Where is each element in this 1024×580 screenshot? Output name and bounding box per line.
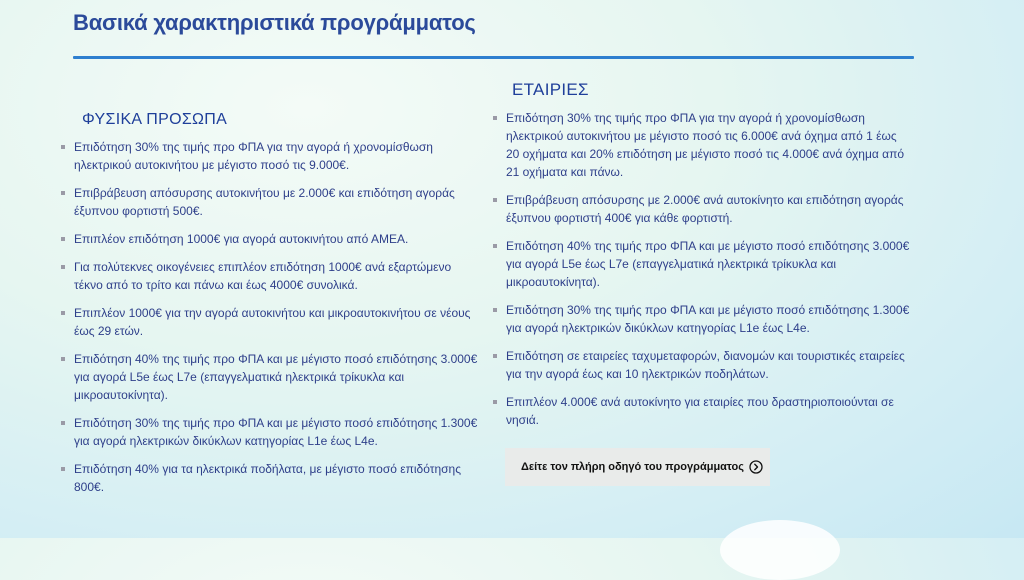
page-title: Βασικά χαρακτηριστικά προγράμματος	[73, 10, 476, 35]
title-divider	[73, 56, 914, 59]
list-item: Για πολύτεκνες οικογένειες επιπλέον επιδότηση 1000€ ανά εξαρτώμενο τέκνο από το τρίτο και πάνω και έως 4000€ συνολικά.	[61, 258, 481, 294]
program-guide-button[interactable]	[505, 448, 770, 486]
list-item: Επιδότηση 30% της τιμής προ ΦΠΑ και με μέγιστο ποσό επιδότησης 1.300€ για αγορά ηλεκτρικών δικύκλων κατηγορίας L1e έως L4e.	[61, 414, 481, 450]
list-item: Επιδότηση 30% της τιμής προ ΦΠΑ για την αγορά ή χρονομίσθωση ηλεκτρικού αυτοκινήτου με μέγιστο ποσό τις 9.000€.	[61, 138, 481, 174]
list-item: Επιδότηση 40% για τα ηλεκτρικά ποδήλατα, με μέγιστο ποσό επιδότησης 800€.	[61, 460, 481, 496]
list-item: Επιβράβευση απόσυρσης με 2.000€ ανά αυτοκίνητο και επιδότηση αγοράς έξυπνου φορτιστή 400€ για κάθε φορτιστή.	[493, 191, 913, 227]
list-item: Επιδότηση 40% της τιμής προ ΦΠΑ και με μέγιστο ποσό επιδότησης 3.000€ για αγορά L5e έως L7e (επαγγελματικά ηλεκτρικά τρίκυκλα και μικροαυτοκίνητα).	[493, 237, 913, 291]
list-item: Επιπλέον 1000€ για την αγορά αυτοκινήτου και μικροαυτοκινήτου σε νέους έως 29 ετών.	[61, 304, 481, 340]
individuals-heading: ΦΥΣΙΚΑ ΠΡΟΣΩΠΑ	[82, 111, 228, 128]
list-item: Επιδότηση 30% της τιμής προ ΦΠΑ και με μέγιστο ποσό επιδότησης 1.300€ για αγορά ηλεκτρικών δικύκλων κατηγορίας L1e έως L4e.	[493, 301, 913, 337]
list-item: Επιδότηση 30% της τιμής προ ΦΠΑ για την αγορά ή χρονομίσθωση ηλεκτρικού αυτοκινήτου με μέγιστο ποσό τις 6.000€ ανά όχημα από 1 έως 20 οχήματα και 20% επιδότηση με μέγιστο ποσό τις 4.000€ ανά όχημα από 21 οχήματα και πάνω.	[493, 109, 913, 181]
circle-chevron-right-icon	[749, 460, 763, 474]
program-guide-button-label: Δείτε τον πλήρη οδηγό του προγράμματος	[521, 461, 744, 473]
companies-list	[493, 109, 913, 439]
list-item: Επιβράβευση απόσυρσης αυτοκινήτου με 2.000€ και επιδότηση αγοράς έξυπνου φορτιστή 500€.	[61, 184, 481, 220]
list-item: Επιπλέον επιδότηση 1000€ για αγορά αυτοκινήτου από ΑΜΕΑ.	[61, 230, 481, 248]
individuals-list	[61, 138, 481, 506]
list-item: Επιπλέον 4.000€ ανά αυτοκίνητο για εταιρίες που δραστηριοποιούνται σε νησιά.	[493, 393, 913, 429]
list-item: Επιδότηση 40% της τιμής προ ΦΠΑ και με μέγιστο ποσό επιδότησης 3.000€ για αγορά L5e έως L7e (επαγγελματικά ηλεκτρικά τρίκυκλα και μικροαυτοκίνητα).	[61, 350, 481, 404]
decorative-shape	[720, 520, 840, 580]
list-item: Επιδότηση σε εταιρείες ταχυμεταφορών, διανομών και τουριστικές εταιρείες για την αγορά έως και 10 ηλεκτρικών ποδηλάτων.	[493, 347, 913, 383]
companies-heading: ΕΤΑΙΡΙΕΣ	[512, 80, 589, 99]
